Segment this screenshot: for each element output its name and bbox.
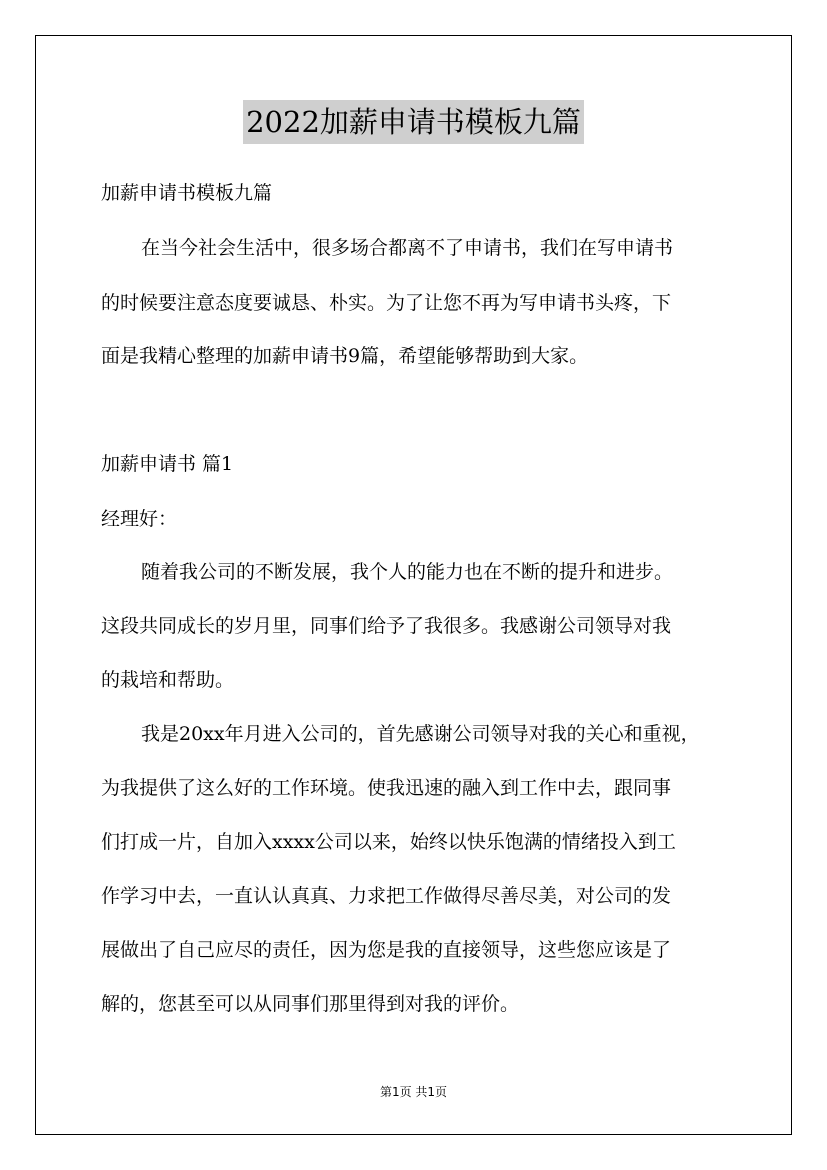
document-title-text: 2022加薪申请书模板九篇 [243, 100, 584, 144]
intro-line-1: 在当今社会生活中，很多场合都离不了申请书，我们在写申请书 [141, 237, 674, 259]
paragraph2-line-6: 解的，您甚至可以从同事们那里得到对我的评价。 [101, 993, 520, 1015]
paragraph1-line-2: 这段共同成长的岁月里，同事们给予了我很多。我感谢公司领导对我 [101, 615, 672, 637]
page-number-label: 第1页 共1页 [379, 1085, 448, 1099]
page-footer [0, 1083, 827, 1100]
paragraph2-line-2: 为我提供了这么好的工作环境。使我迅速的融入到工作中去，跟同事 [101, 777, 672, 799]
intro-line-3: 面是我精心整理的加薪申请书9篇，希望能够帮助到大家。 [101, 345, 589, 367]
paragraph1-line-1: 随着我公司的不断发展，我个人的能力也在不断的提升和进步。 [141, 561, 674, 583]
paragraph2-line-1: 我是20xx年月进入公司的，首先感谢公司领导对我的关心和重视， [141, 723, 700, 745]
paragraph2-line-3: 们打成一片，自加入xxxx公司以来，始终以快乐饱满的情绪投入到工 [101, 831, 676, 853]
subtitle-line: 加薪申请书模板九篇 [101, 182, 273, 204]
paragraph2-line-4: 作学习中去，一直认认真真、力求把工作做得尽善尽美，对公司的发 [101, 885, 672, 907]
intro-line-2: 的时候要注意态度要诚恳、朴实。为了让您不再为写申请书头疼，下 [101, 292, 672, 314]
paragraph2-line-5: 展做出了自己应尽的责任，因为您是我的直接领导，这些您应该是了 [101, 939, 672, 961]
document-title [0, 100, 827, 144]
section-heading: 加薪申请书 篇1 [101, 453, 234, 475]
paragraph1-line-3: 的栽培和帮助。 [101, 669, 235, 691]
greeting-line: 经理好： [101, 508, 178, 530]
